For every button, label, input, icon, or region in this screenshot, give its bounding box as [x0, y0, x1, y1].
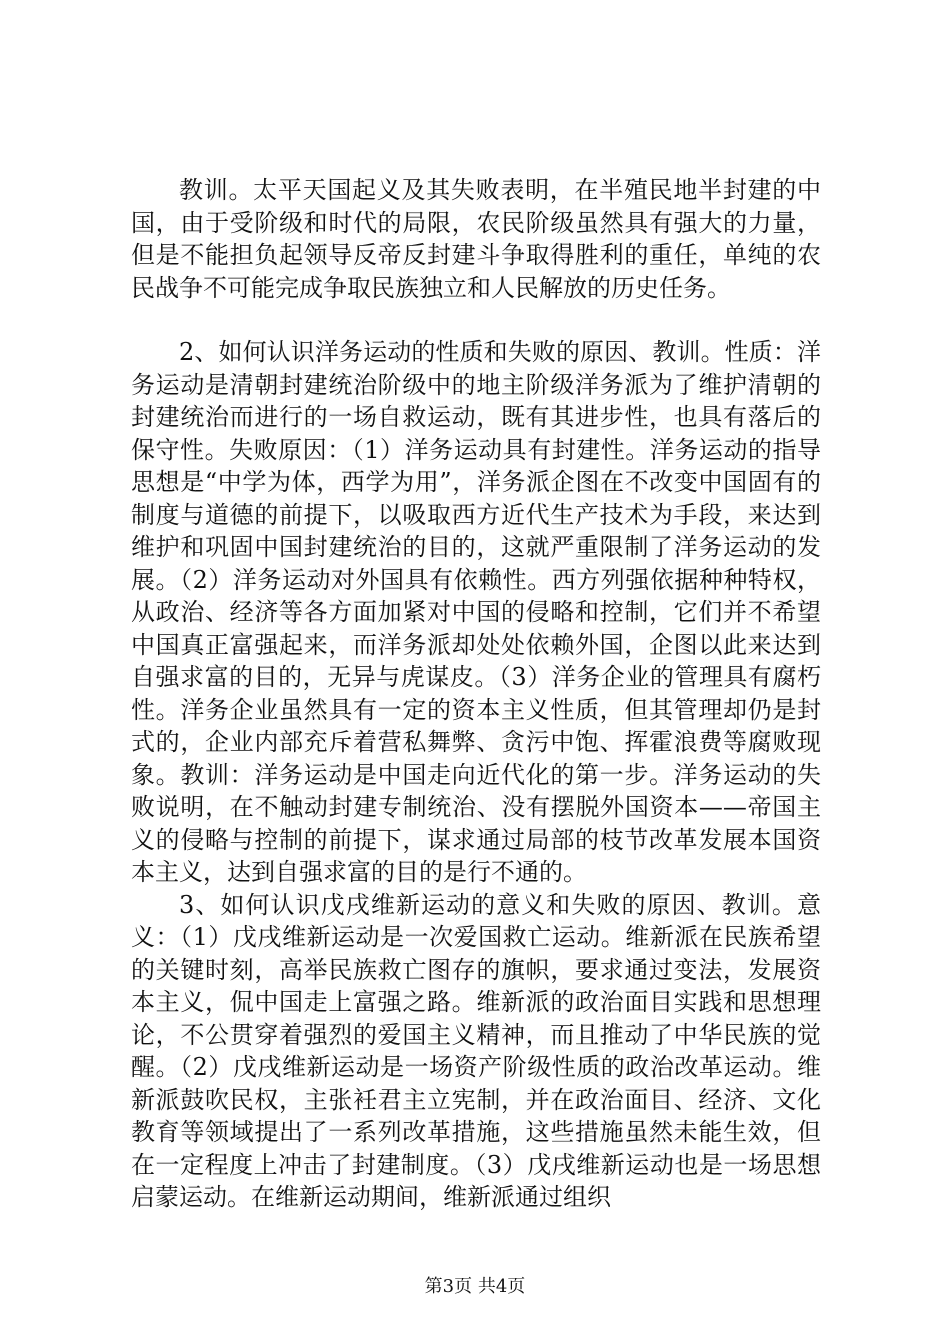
- paragraph-taiping-lesson: 教训。太平天国起义及其失败表明，在半殖民地半封建的中国，由于受阶级和时代的局限，农民阶级虽然具有强大的力量，但是不能担负起领导反帝反封建斗争取得胜利的重任，单纯的农民战争不可能完成争取民族独立和人民解放的历史任务。: [131, 176, 821, 302]
- paragraph-wuxu-reform: 3、如何认识戊戌维新运动的意义和失败的原因、教训。意义：（1）戊戌维新运动是一次爱国救亡运动。维新派在民族希望的关键时刻，高举民族救亡图存的旗帜，要求通过变法，发展资本主义，侃中国走上富强之路。维新派的政治面目实践和思想理论，不公贯穿着强烈的爱国主义精神，而且推动了中华民族的觉醒。（2）戊戌维新运动是一场资产阶级性质的政治改革运动。维新派鼓吹民权，主张衽君主立宪制，并在政治面目、经济、文化教育等领域提出了一系列改革措施，这些措施虽然未能生效，但在一定程度上冲击了封建制度。（3）戊戌维新运动也是一场思想启蒙运动。在维新运动期间，维新派通过组织: [131, 890, 821, 1211]
- document-body: [131, 174, 821, 1214]
- page-footer: 第3页 共4页: [424, 1276, 526, 1297]
- paragraph-westernization-movement: 2、如何认识洋务运动的性质和失败的原因、教训。性质：洋务运动是清朝封建统治阶级中的地主阶级洋务派为了维护清朝的封建统治而进行的一场自救运动，既有其进步性，也具有落后的保守性。失败原因：（1）洋务运动具有封建性。洋务运动的指导思想是“中学为体，西学为用”，洋务派企图在不改变中国固有的制度与道德的前提下，以吸取西方近代生产技术为手段，来达到维护和巩固中国封建统治的目的，这就严重限制了洋务运动的发展。（2）洋务运动对外国具有依赖性。西方列强依据种种特权，从政治、经济等各方面加紧对中国的侵略和控制，它们并不希望中国真正富强起来，而洋务派却处处依赖外国，企图以此来达到自强求富的目的，无异与虎谋皮。（3）洋务企业的管理具有腐朽性。洋务企业虽然具有一定的资本主义性质，但其管理却仍是封式的，企业内部充斥着营私舞弊、贪污中饱、挥霍浪费等腐败现象。教训：洋务运动是中国走向近代化的第一步。洋务运动的失败说明，在不触动封建专制统治、没有摆脱外国资本——帝国主义的侵略与控制的前提下，谋求通过局部的枝节改革发展本国资本主义，达到自强求富的目的是行不通的。: [131, 338, 821, 886]
